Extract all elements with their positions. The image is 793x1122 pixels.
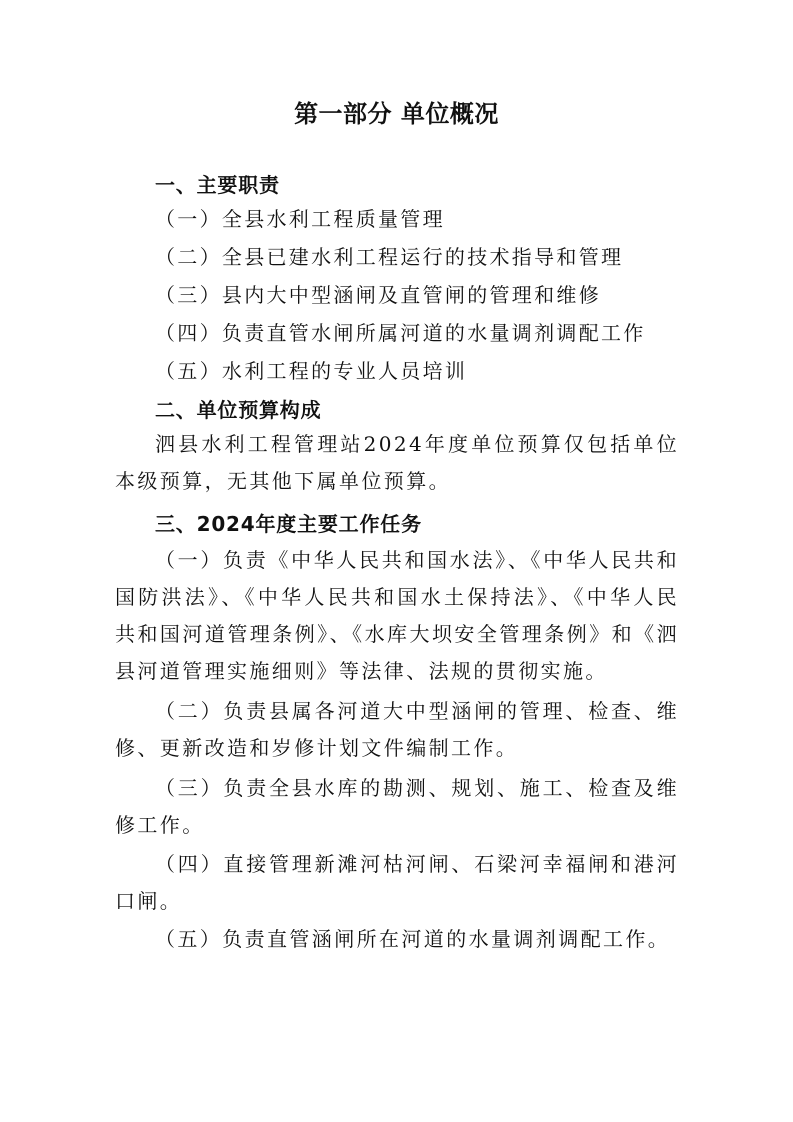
task-paragraph: （一）负责《中华人民共和国水法》、《中华人民共和国防洪法》、《中华人民共和国水土保持法》、《中华人民共和国河道管理条例》、《水库大坝安全管理条例》和《泗县河道管理实施细则》等法律、法规的贯彻实施。 <box>115 548 679 683</box>
section-heading-budget-composition: 二、单位预算构成 <box>155 398 322 422</box>
page-title: 第一部分 单位概况 <box>294 100 499 128</box>
task-paragraph: （二）负责县属各河道大中型涵闸的管理、检查、维修、更新改造和岁修计划文件编制工作。 <box>115 699 679 760</box>
section-heading-main-duties: 一、主要职责 <box>155 173 280 197</box>
section-heading-main-tasks: 三、2024年度主要工作任务 <box>155 512 422 536</box>
duty-item: （四）负责直管水闸所属河道的水量调剂调配工作 <box>155 321 646 345</box>
task-paragraph: （三）负责全县水库的勘测、规划、施工、检查及维修工作。 <box>115 776 679 837</box>
duty-item: （一）全县水利工程质量管理 <box>155 207 445 231</box>
duty-item: （三）县内大中型涵闸及直管闸的管理和维修 <box>155 283 601 307</box>
duty-item: （五）水利工程的专业人员培训 <box>155 359 468 383</box>
task-paragraph: （五）负责直管涵闸所在河道的水量调剂调配工作。 <box>155 927 671 951</box>
budget-paragraph: 泗县水利工程管理站2024年度单位预算仅包括单位本级预算，无其他下属单位预算。 <box>115 432 679 493</box>
duty-item: （二）全县已建水利工程运行的技术指导和管理 <box>155 245 624 269</box>
task-paragraph: （四）直接管理新滩河枯河闸、石梁河幸福闸和港河口闸。 <box>115 852 679 913</box>
